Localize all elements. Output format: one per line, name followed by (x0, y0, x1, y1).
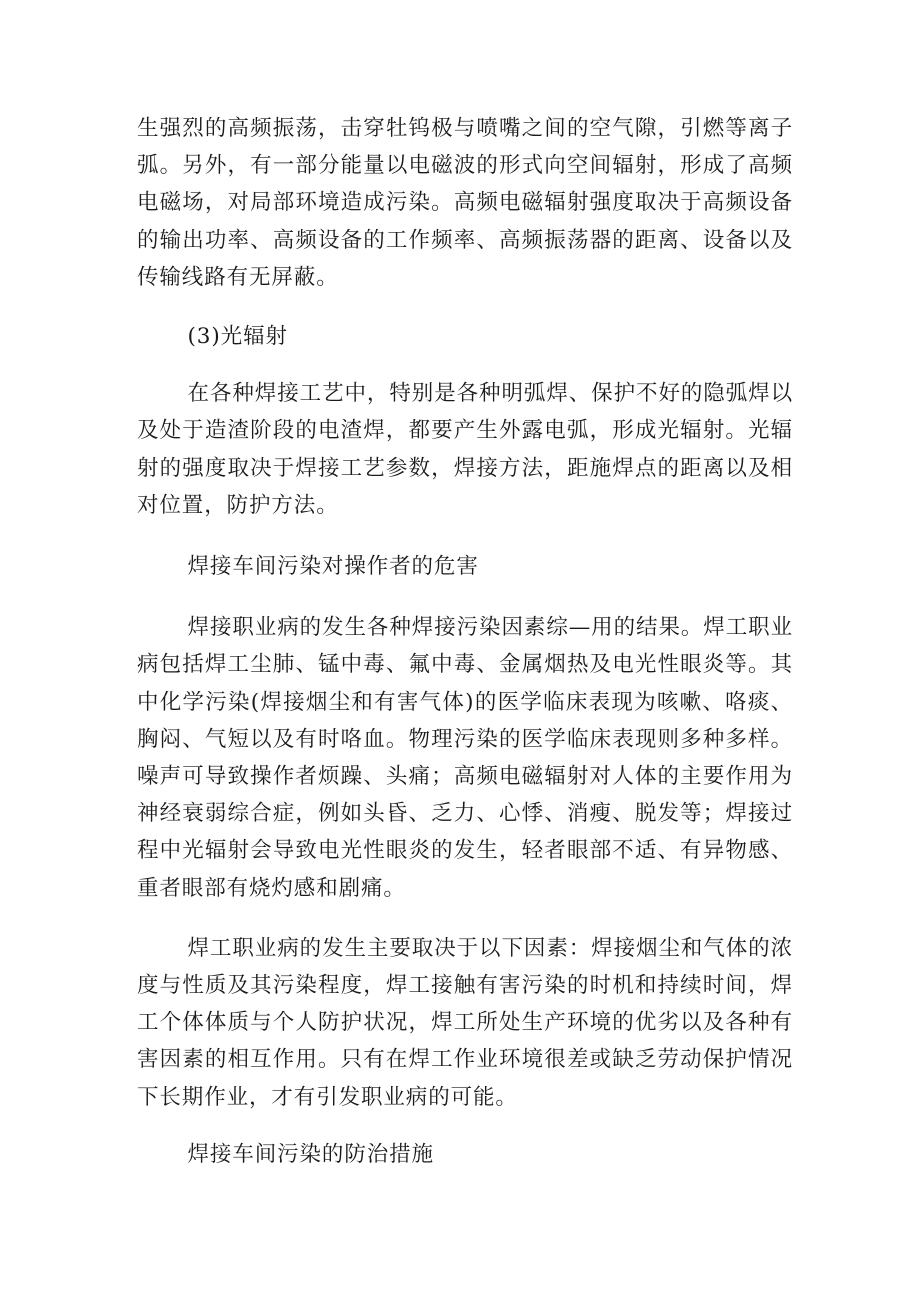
section-heading-hazards: 焊接车间污染对操作者的危害 (187, 554, 479, 580)
paragraph-high-frequency-radiation: 生强烈的高频振荡，击穿牡钨极与喷嘴之间的空气隙，引燃等离子弧。另外，有一部分能量以电磁波的形式向空间辐射，形成了高频电磁场，对局部环境造成污染。高频电磁辐射强度取决于高频设备的输出功率、高频设备的工作频率、高频振荡器的距离、设备以及传输线路有无屏蔽。 (137, 116, 793, 290)
paragraph-disease-factors: 焊工职业病的发生主要取决于以下因素：焊接烟尘和气体的浓度与性质及其污染程度，焊工接触有害污染的时机和持续时间，焊工个体体质与个人防护状况，焊工所处生产环境的优劣以及各种有害因素的相互作用。只有在焊工作业环境很差或缺乏劳动保护情况下长期作业，才有引发职业病的可能。 (137, 935, 793, 1110)
paragraph-light-radiation: 在各种焊接工艺中，特别是各种明弧焊、保护不好的隐弧焊以及处于造渣阶段的电渣焊，都要产生外露电弧，形成光辐射。光辐射的强度取决于焊接工艺参数，焊接方法，距施焊点的距离以及相对位置，防护方法。 (137, 381, 793, 518)
document-body (137, 110, 793, 1173)
section-heading-prevention: 焊接车间污染的防治措施 (187, 1141, 434, 1167)
section-heading-light-radiation: (3)光辐射 (187, 324, 288, 350)
paragraph-occupational-disease: 焊接职业病的发生各种焊接污染因素综—用的结果。焊工职业病包括焊工尘肺、锰中毒、氟中毒、金属烟热及电光性眼炎等。其中化学污染(焊接烟尘和有害气体)的医学临床表现为咳嗽、咯痰、胸闷、气短以及有时咯血。物理污染的医学临床表现则多种多样。噪声可导致操作者烦躁、头痛；高频电磁辐射对人体的主要作用为神经衰弱综合症，例如头昏、乏力、心悸、消瘦、脱发等；焊接过程中光辐射会导致电光性眼炎的发生，轻者眼部不适、有异物感、重者眼部有烧灼感和剧痛。 (137, 615, 793, 901)
